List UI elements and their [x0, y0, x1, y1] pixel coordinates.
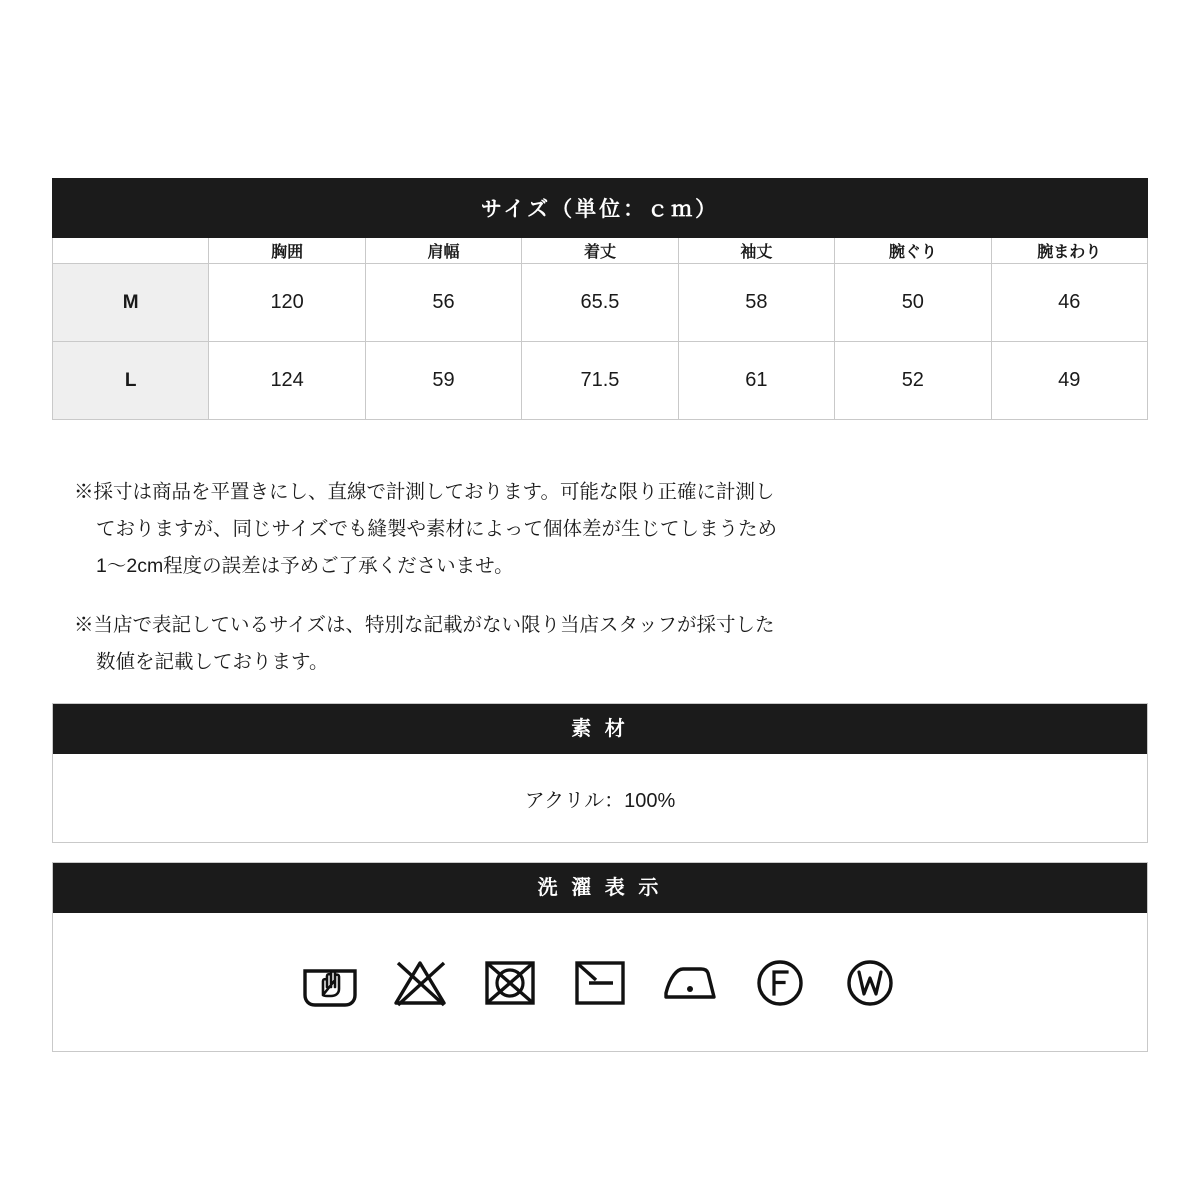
- cell-m-arm-circumference: 46: [991, 264, 1147, 342]
- cell-m-length: 65.5: [522, 264, 678, 342]
- wet-clean-w-icon: [839, 951, 901, 1013]
- note-staff: [74, 607, 1114, 681]
- hand-wash-icon: [299, 951, 361, 1013]
- size-table-title: サイズ（単位：ｃｍ）: [53, 179, 1148, 238]
- cell-m-armhole: 50: [835, 264, 991, 342]
- note-staff-line1: ※当店で表記しているサイズは、特別な記載がない限り当店スタッフが採寸した: [74, 614, 775, 636]
- size-table-header-row: [53, 238, 1148, 264]
- column-header-sleeve: 袖丈: [678, 238, 834, 264]
- no-bleach-icon: [389, 951, 451, 1013]
- cell-l-sleeve: 61: [678, 342, 834, 420]
- material-value: アクリル：100%: [53, 754, 1147, 842]
- iron-low-heat-icon: [659, 951, 721, 1013]
- table-row: [53, 264, 1148, 342]
- no-tumble-dry-icon: [479, 951, 541, 1013]
- row-label-l: L: [53, 342, 209, 420]
- material-title: 素 材: [53, 704, 1147, 754]
- cell-l-length: 71.5: [522, 342, 678, 420]
- note-staff-line2: 数値を記載しております。: [96, 651, 329, 673]
- dry-clean-f-icon: [749, 951, 811, 1013]
- row-label-m: M: [53, 264, 209, 342]
- note-measurement-line1: ※採寸は商品を平置きにし、直線で計測しております。可能な限り正確に計測し: [74, 481, 775, 503]
- column-header-length: 着丈: [522, 238, 678, 264]
- size-table-title-row: [53, 179, 1148, 238]
- size-table: [52, 178, 1148, 420]
- cell-l-shoulder: 59: [365, 342, 521, 420]
- size-table-corner-cell: [53, 238, 209, 264]
- material-block: [52, 703, 1148, 843]
- wash-care-title: 洗 濯 表 示: [53, 863, 1147, 913]
- cell-m-bust: 120: [209, 264, 365, 342]
- note-measurement-line2: ておりますが、同じサイズでも縫製や素材によって個体差が生じてしまうため: [96, 518, 777, 540]
- column-header-bust: 胸囲: [209, 238, 365, 264]
- cell-l-bust: 124: [209, 342, 365, 420]
- note-measurement-line3: 1〜2cm程度の誤差は予めご了承くださいませ。: [96, 555, 514, 577]
- cell-m-sleeve: 58: [678, 264, 834, 342]
- column-header-armhole: 腕ぐり: [835, 238, 991, 264]
- flat-dry-in-shade-icon: [569, 951, 631, 1013]
- wash-care-block: [52, 862, 1148, 1052]
- size-table-block: [52, 178, 1148, 420]
- cell-l-arm-circumference: 49: [991, 342, 1147, 420]
- measurement-notes: [74, 474, 1114, 703]
- table-row: [53, 342, 1148, 420]
- note-measurement: [74, 474, 1114, 585]
- wash-care-icons: [53, 913, 1147, 1051]
- column-header-shoulder: 肩幅: [365, 238, 521, 264]
- cell-m-shoulder: 56: [365, 264, 521, 342]
- column-header-arm-circumference: 腕まわり: [991, 238, 1147, 264]
- cell-l-armhole: 52: [835, 342, 991, 420]
